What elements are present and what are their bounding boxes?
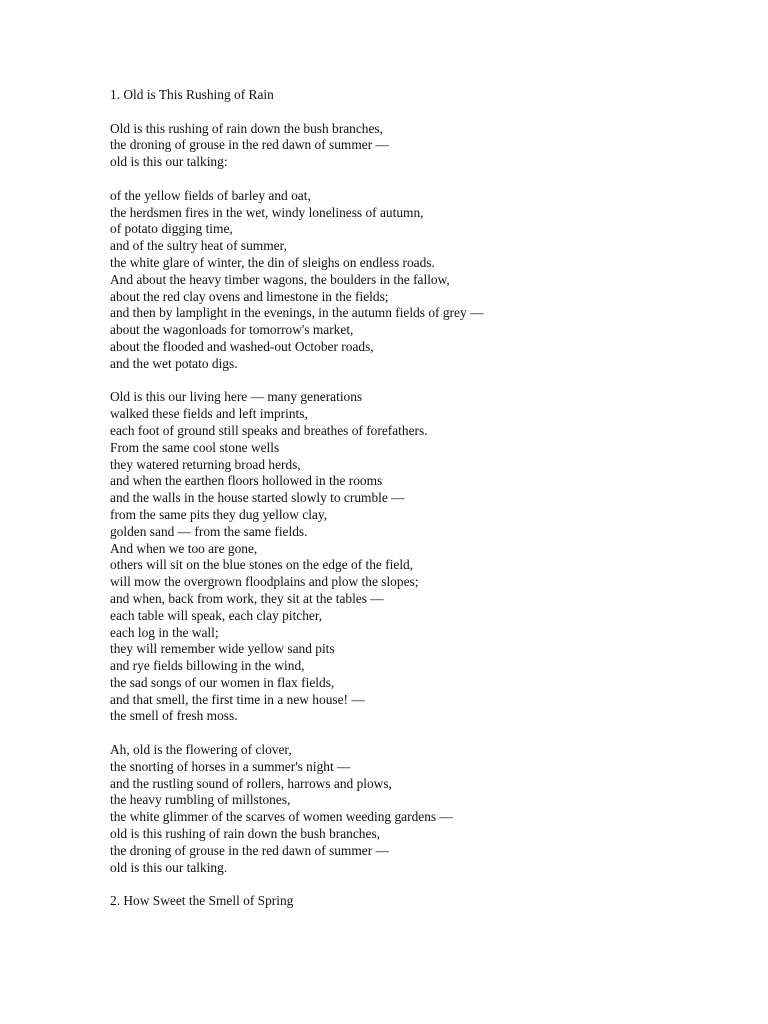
poem-line: and the wet potato digs.	[110, 355, 238, 371]
poem-line: each table will speak, each clay pitcher,	[110, 607, 323, 623]
poem-title: 2. How Sweet the Smell of Spring	[110, 893, 294, 909]
poem-line: and when, back from work, they sit at the tables —	[110, 590, 384, 606]
poem-line: old is this our talking.	[110, 859, 228, 875]
poem-line: and of the sultry heat of summer,	[110, 238, 287, 254]
stanza-2	[110, 188, 730, 373]
stanza-gap	[110, 876, 730, 893]
poem-line: And when we too are gone,	[110, 540, 258, 556]
poem-line: the sad songs of our women in flax fields,	[110, 674, 335, 690]
stanza-gap	[110, 373, 730, 390]
poem-line: each foot of ground still speaks and breathes of forefathers.	[110, 422, 428, 438]
poem-line: and the walls in the house started slowly to crumble —	[110, 490, 405, 506]
poem-title: 1. Old is This Rushing of Rain	[110, 87, 274, 102]
poem-line: And about the heavy timber wagons, the boulders in the fallow,	[110, 271, 450, 287]
poem-line: golden sand — from the same fields.	[110, 523, 308, 539]
poem-line: will mow the overgrown floodplains and plow the slopes;	[110, 574, 419, 590]
poem-line: walked these fields and left imprints,	[110, 406, 308, 422]
poem-line: and the rustling sound of rollers, harrows and plows,	[110, 775, 392, 791]
poem-line: about the flooded and washed-out October roads,	[110, 338, 374, 354]
stanza-gap	[110, 725, 730, 742]
poem-line: Ah, old is the flowering of clover,	[110, 742, 292, 758]
stanza-gap	[110, 104, 730, 121]
poem-line: and when the earthen floors hollowed in the rooms	[110, 473, 383, 489]
poem-line: the snorting of horses in a summer's night —	[110, 758, 351, 774]
poem-line: old is this rushing of rain down the bush branches,	[110, 826, 381, 842]
poem-line: and rye fields billowing in the wind,	[110, 658, 305, 674]
poem-line: each log in the wall;	[110, 624, 219, 640]
poem-line: the heavy rumbling of millstones,	[110, 792, 291, 808]
stanza-gap	[110, 171, 730, 188]
document-page	[110, 87, 730, 910]
poem-line: the droning of grouse in the red dawn of summer —	[110, 842, 389, 858]
poem-line: Old is this rushing of rain down the bush branches,	[110, 120, 383, 136]
poem-line: From the same cool stone wells	[110, 439, 280, 455]
poem-line: others will sit on the blue stones on the edge of the field,	[110, 557, 414, 573]
poem-line: the white glare of winter, the din of sleighs on endless roads.	[110, 254, 435, 270]
poem-line: they watered returning broad herds,	[110, 456, 301, 472]
stanza-3	[110, 389, 730, 725]
poem-line: and then by lamplight in the evenings, in the autumn fields of grey —	[110, 305, 484, 321]
poem-line: and that smell, the first time in a new house! —	[110, 691, 365, 707]
poem-line: of potato digging time,	[110, 221, 233, 237]
stanza-4	[110, 742, 730, 876]
poem-line: about the wagonloads for tomorrow's market,	[110, 322, 354, 338]
poem-line: old is this our talking:	[110, 154, 228, 170]
poem-line: the droning of grouse in the red dawn of summer —	[110, 137, 389, 153]
stanza-1	[110, 121, 730, 171]
poem-line: they will remember wide yellow sand pits	[110, 641, 335, 657]
poem-line: about the red clay ovens and limestone in the fields;	[110, 288, 389, 304]
poem-line: the herdsmen fires in the wet, windy loneliness of autumn,	[110, 204, 424, 220]
poem-line: of the yellow fields of barley and oat,	[110, 187, 311, 203]
poem-line: the white glimmer of the scarves of women weeding gardens —	[110, 809, 453, 825]
poem-line: Old is this our living here — many generations	[110, 389, 363, 405]
poem-line: from the same pits they dug yellow clay,	[110, 506, 328, 522]
poem-line: the smell of fresh moss.	[110, 708, 238, 724]
